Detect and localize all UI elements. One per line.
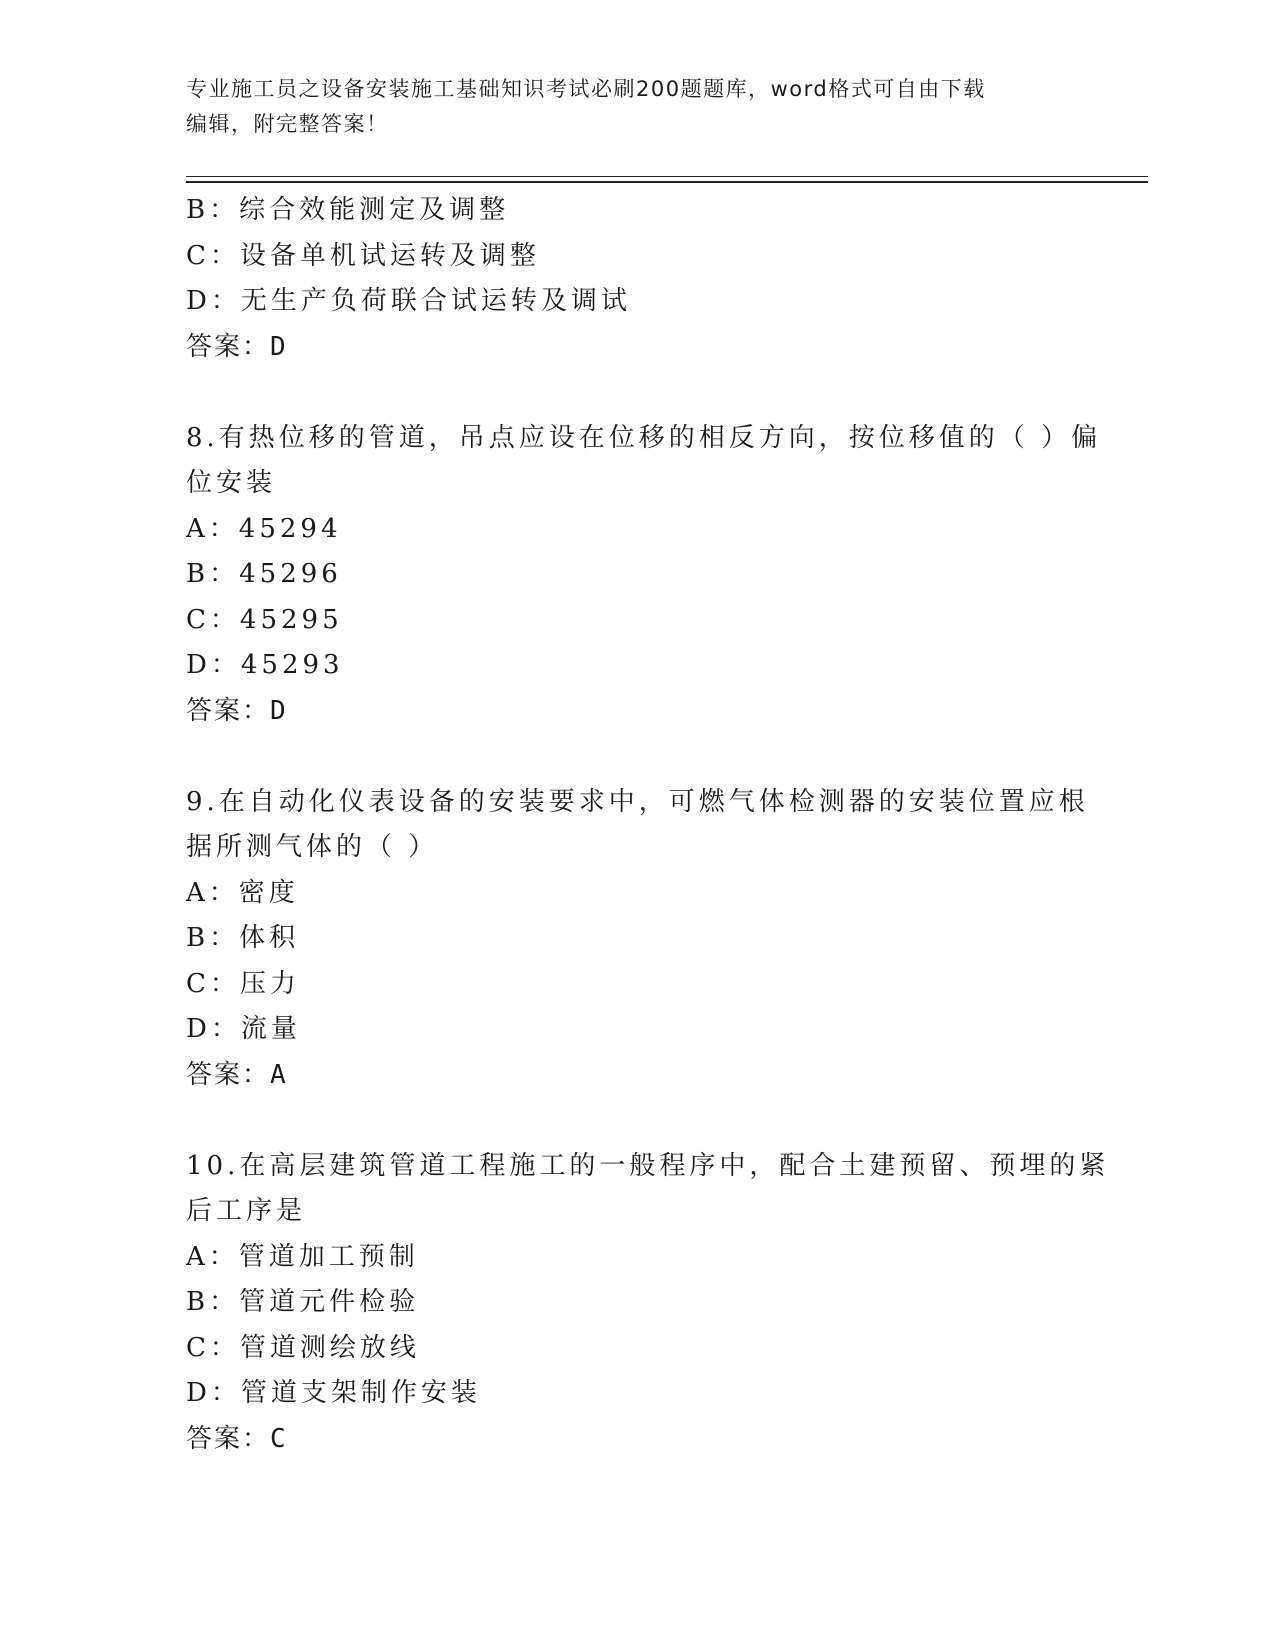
answer-label: 答案： xyxy=(186,1059,271,1090)
option-text: 管道测绘放线 xyxy=(239,1332,420,1363)
question-stem-line-2: 后工序是 xyxy=(186,1196,307,1226)
question-stem-line-1: 8.有热位移的管道，吊点应设在位移的相反方向，按位移值的（ ）偏 xyxy=(186,422,1102,453)
question-8 xyxy=(186,416,1102,735)
option-c xyxy=(186,1326,1086,1372)
option-text: 密度 xyxy=(238,877,299,908)
option-text: 流量 xyxy=(240,1014,301,1044)
option-letter: B： xyxy=(186,195,240,225)
option-c xyxy=(186,234,1086,280)
answer-label: 答案： xyxy=(186,1423,271,1454)
answer-line xyxy=(186,1053,1086,1099)
header-divider-thick xyxy=(186,181,1148,183)
question-stem-line-1: 10.在高层建筑管道工程施工的一般程序中，配合土建预留、预埋的紧 xyxy=(186,1150,1110,1181)
question-10 xyxy=(186,1144,1110,1463)
answer-value: A xyxy=(270,1059,286,1090)
option-letter: C： xyxy=(186,1332,240,1363)
question-stem-line-2: 位安装 xyxy=(186,468,277,498)
option-b xyxy=(186,916,1086,962)
option-a xyxy=(186,871,1086,917)
header-divider-thin xyxy=(186,176,1148,177)
question-list xyxy=(186,188,1110,1462)
header-line-1: 专业施工员之设备安装施工基础知识考试必刷200题题库，word格式可自由下载 xyxy=(186,77,986,101)
option-c xyxy=(186,962,1086,1008)
option-letter: C： xyxy=(186,604,240,635)
answer-value: D xyxy=(270,695,286,726)
option-letter: B： xyxy=(186,559,240,589)
answer-line xyxy=(186,689,1086,735)
question-9 xyxy=(186,780,1089,1099)
question-stem-line-1: 9.在自动化仪表设备的安装要求中，可燃气体检测器的安装位置应根 xyxy=(186,786,1089,817)
option-text: 体积 xyxy=(239,923,300,953)
option-letter: A： xyxy=(186,1241,239,1272)
document-header xyxy=(186,72,1066,142)
option-letter: D： xyxy=(186,1014,241,1044)
spacer xyxy=(186,370,1086,416)
option-text: 无生产负荷联合试运转及调试 xyxy=(240,286,631,316)
option-letter: B： xyxy=(186,1287,240,1317)
option-b xyxy=(186,188,1086,234)
option-b xyxy=(186,1280,1086,1326)
answer-label: 答案： xyxy=(186,695,271,726)
option-letter: C： xyxy=(186,240,240,271)
option-letter: B： xyxy=(186,923,240,953)
option-text: 管道支架制作安装 xyxy=(240,1378,481,1408)
option-text: 设备单机试运转及调整 xyxy=(239,240,540,271)
option-c xyxy=(186,598,1086,644)
option-d xyxy=(186,279,1086,325)
option-text: 压力 xyxy=(239,968,300,999)
option-text: 45294 xyxy=(238,513,342,544)
spacer xyxy=(186,734,1086,780)
option-letter: D： xyxy=(186,286,241,316)
option-letter: A： xyxy=(186,877,239,908)
answer-value: D xyxy=(270,331,286,362)
option-text: 综合效能测定及调整 xyxy=(239,195,510,225)
option-d xyxy=(186,1371,1086,1417)
option-letter: D： xyxy=(186,1378,241,1408)
spacer xyxy=(186,1098,1086,1144)
question-7-continuation xyxy=(186,188,1086,370)
option-text: 45295 xyxy=(239,604,343,635)
option-letter: C： xyxy=(186,968,240,999)
option-a xyxy=(186,507,1086,553)
option-a xyxy=(186,1235,1086,1281)
option-text: 管道元件检验 xyxy=(239,1287,420,1317)
option-d xyxy=(186,1007,1086,1053)
option-b xyxy=(186,552,1086,598)
option-text: 45293 xyxy=(240,650,344,680)
option-letter: D： xyxy=(186,650,241,680)
answer-label: 答案： xyxy=(186,331,271,362)
answer-value: C xyxy=(270,1423,286,1454)
option-letter: A： xyxy=(186,513,239,544)
answer-line xyxy=(186,325,1086,371)
answer-line xyxy=(186,1417,1086,1463)
option-text: 45296 xyxy=(239,559,342,589)
option-text: 管道加工预制 xyxy=(238,1241,419,1272)
option-d xyxy=(186,643,1086,689)
header-line-2: 编辑，附完整答案！ xyxy=(186,112,389,136)
question-stem-line-2: 据所测气体的（ ） xyxy=(186,832,439,862)
